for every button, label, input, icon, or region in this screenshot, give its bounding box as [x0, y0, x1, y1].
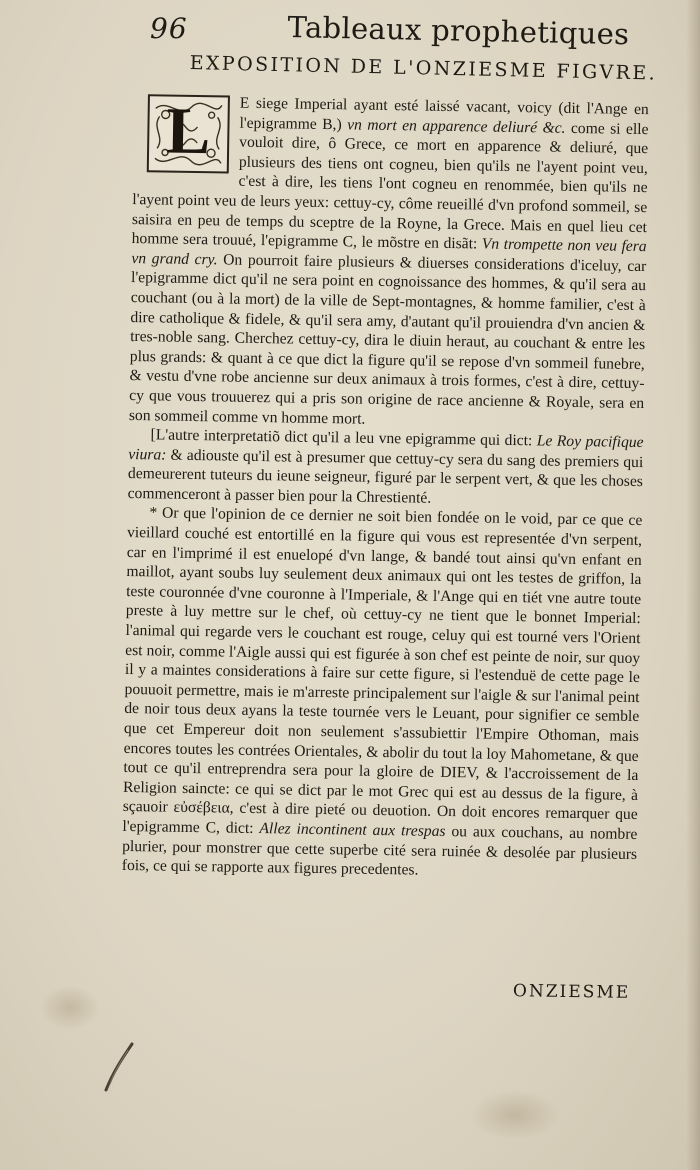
text-run: [L'autre interpretatiõ dict qu'il a leu vne epigramme qui dict:: [150, 426, 537, 450]
paragraph-container: [122, 92, 649, 884]
text-run: E siege Imperial ayant esté laissé vacant, voicy (dit l'Ange en l'epigramme B,): [239, 94, 649, 133]
catchword: ONZIESME: [512, 981, 631, 1003]
page-number: 96: [150, 12, 188, 45]
text-run: * Or que l'opinion de ce dernier ne soit bien fondée on le void, par ce que ce vieillard couché est entortillé en la figure qui vous est representée d'vn serpent, car en l'imprimé il est enuelopé d'vn lange, & bandé tout ainsi qu'vn enfant en maillot, ayant soubs luy seulement deux animaux qui ont les testes de griffon, la teste couronnée d'vne couronne à l'Imperiale, & l'Ange qui en tiét vne autre toute preste à luy mettre sur le chef, où cettuy-cy ne tient que le bonnet Imperial: l'animal qui regarde vers le couchant est rouge, celuy qui est tourné vers l'Orient est noir, comme l'Aigle aussi qui est figurée à son chef est peinte de noir, sur quoy il y a maintes considerations à faire sur cette figure, si l'estenduë de cette page le pouuoit permettre, mais ie m'arreste principalement sur l'aigle & sur l'animal peint de noir tous deux ayans la teste tournée vers le Leuant, pour signifier ce semble que cet Empereur doit non seulement s'assubiettir l'Empire Othoman, mais encores toutes les contrées Orientales, & abolir du tout la loy Mahometane, & que tout ce qu'il entreprendra sera pour la gloire de DIEV, & l'accroissement de la Religion saincte: ce qui se dict par le mot Grec qui est au dessus de la figure, à sçauoir εὐσέβεια, c'est à dire pieté ou deuotion. On doit encores remarquer que l'epigramme C, dict:: [122, 504, 643, 838]
initial-letter: L: [165, 94, 211, 169]
paragraph: [122, 503, 643, 883]
text-run: ou aux couchans, au nombre plurier, pour monstrer que cette superbe cité sera ruinée & desolée par plusieurs fois, ce qui se rapporte aux figures precedentes.: [121, 822, 638, 879]
italic-quote: vn mort en apparence deliuré &c.: [347, 115, 566, 137]
page-edge-shadow: [686, 0, 700, 1170]
paper-stain: [470, 1090, 560, 1140]
paragraph: [128, 425, 644, 511]
italic-quote: Allez incontinent aux trespas: [259, 820, 446, 840]
ornamental-initial: [147, 94, 230, 173]
text-run: & adiouste qu'il est à presumer que cettuy-cy sera du sang des premiers qui demeurerent tuteurs du ieune seigneur, figuré par le serpent vert, & que les choses commenceront à passer bien pour la Chrestienté.: [127, 446, 644, 507]
ink-mark-icon: [100, 1040, 140, 1095]
italic-quote: Vn trompette non veu fera vn grand cry.: [131, 235, 647, 269]
running-title: Tableaux prophetiques: [287, 10, 630, 52]
section-title: EXPOSITION DE L'ONZIESME FIGVRE.: [189, 52, 658, 85]
italic-quote: Le Roy pacifique viura:: [128, 432, 644, 464]
text-run: On pourroit faire plusieurs & diuerses considerations d'iceluy, car l'epigramme dict qu'il ne sera point en cognoissance des hommes, & qu'il sera au couchant (ou à la mort) de la ville de Sept-montagnes, & homme familier, c'est à dire catholique & fidele, & qu'il sera amy, d'autant qu'il prouiendra d'vn ancien & tres-noble sang. Cherchez cettuy-cy, dira le diuin heraut, au couchant & entre les plus grands: & quant à ce que dict la figure qu'il se repose d'vn sommeil funebre, & vestu d'vne robe ancienne sur deux animaux à trois formes, c'est à dire, cettuy-cy que vous trouuerez qui a pris son origine de race ancienne & Royale, sera en son sommeil comme vn homme mort.: [128, 251, 647, 428]
paper-stain: [40, 985, 100, 1030]
body-text: [122, 92, 649, 884]
text-run: come si elle vouloit dire, ô Grece, ce mort en apparence & deliuré, que plusieurs des tiens ont cogneu, bien qu'ils ne l'ayent point veu, c'est à dire, les tiens l'ont cogneu en renommée, bien qu'ils ne l'ayent point veu de leurs yeux: cettuy-cy, côme reueillé d'vn profond sommeil, se saisira en peu de temps du sceptre de la Royne, la Grece. Mais en quel lieu cet homme sera trouué, l'epigramme C, le mõstre en disãt:: [131, 119, 649, 253]
